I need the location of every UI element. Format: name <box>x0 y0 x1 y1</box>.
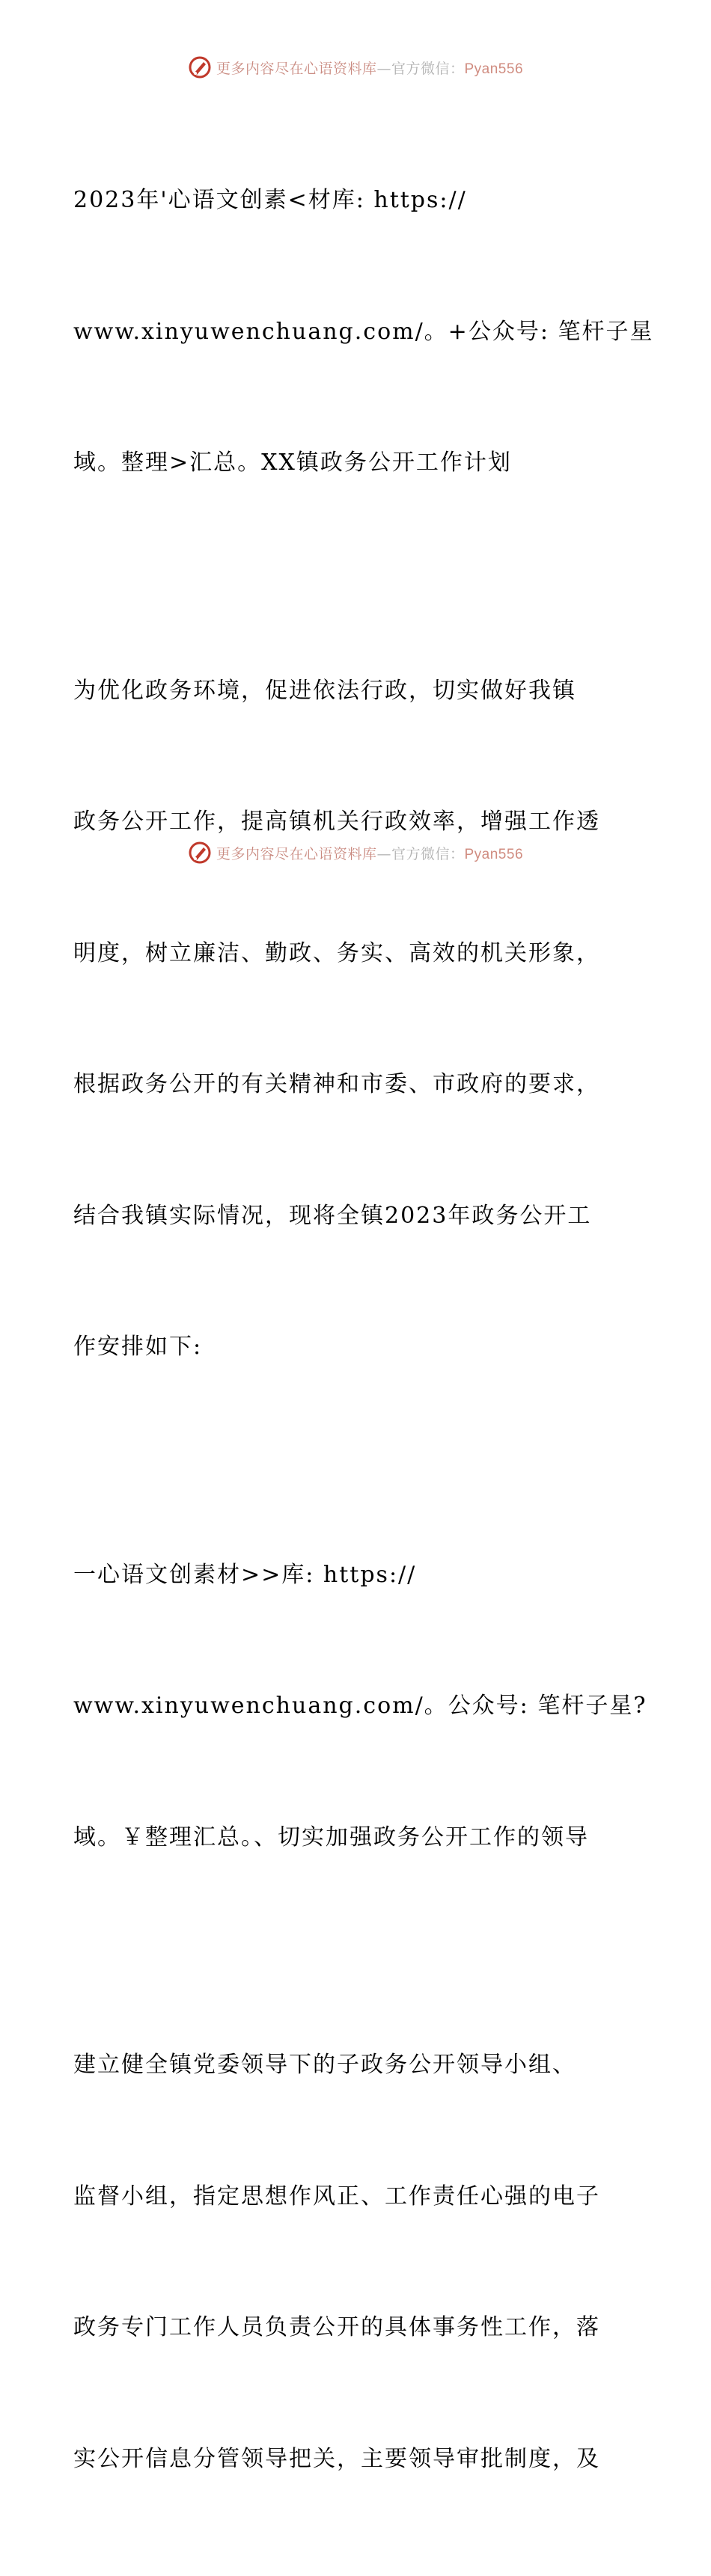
text-line: 根据政务公开的有关精神和市委、市政府的要求， <box>73 1071 600 1097</box>
text-line: 作安排如下: <box>73 1334 203 1360</box>
watermark-main: 更多内容尽在心语资料库 <box>216 60 377 77</box>
text-line: 政务公开工作，提高镇机关行政效率，增强工作透 <box>73 809 600 835</box>
watermark-banner-top <box>0 52 711 82</box>
paragraph-title <box>73 91 654 573</box>
pen-logo-icon <box>188 841 212 865</box>
watermark-banner-bottom <box>0 838 711 868</box>
document-body <box>73 91 654 2576</box>
watermark-wechat-label: 官方微信： <box>391 845 465 862</box>
watermark-wechat-label: 官方微信： <box>391 60 465 77</box>
text-line: 实公开信息分管领导把关，主要领导审批制度，及 <box>73 2445 600 2472</box>
text-line: 一心语文创素材>>库: https:// <box>73 1561 417 1588</box>
watermark-text <box>216 58 523 78</box>
watermark-wechat-id: Pyan556 <box>464 61 524 77</box>
paragraph-section-body <box>73 1956 642 2569</box>
text-line: 政务专门工作人员负责公开的具体事务性工作，落 <box>73 2314 600 2340</box>
text-line: www.xinyuwenchuang.com/。公众号: 笔杆子星? <box>73 1693 647 1719</box>
text-line: 域。整理>汇总。XX镇政务公开工作计划 <box>73 450 512 476</box>
text-line: 明度，树立廉洁、勤政、务实、高效的机关形象， <box>73 939 600 966</box>
text-line: 建立健全镇党委领导下的子政务公开领导小组、 <box>73 2052 576 2078</box>
pen-logo-icon <box>188 55 212 79</box>
text-line: 2023年'心语文创素<材库: https:// <box>73 187 467 213</box>
watermark-text <box>216 843 523 863</box>
text-line: 为优化政务环境，促进依法行政，切实做好我镇 <box>73 677 576 704</box>
paragraph-section-heading <box>73 1466 647 1948</box>
text-line: www.xinyuwenchuang.com/。+公众号: 笔杆子星 <box>73 318 654 345</box>
watermark-dash: — <box>376 60 391 77</box>
text-line: 域。￥整理汇总。、切实加强政务公开工作的领导 <box>73 1824 589 1850</box>
text-line: 结合我镇实际情况，现将全镇2023年政务公开工 <box>73 1202 592 1229</box>
watermark-dash: — <box>376 845 391 862</box>
watermark-main: 更多内容尽在心语资料库 <box>216 845 377 862</box>
watermark-wechat-id: Pyan556 <box>464 846 524 862</box>
paragraph-intro <box>73 582 642 1457</box>
text-line: 监督小组，指定思想作风正、工作责任心强的电子 <box>73 2183 600 2209</box>
